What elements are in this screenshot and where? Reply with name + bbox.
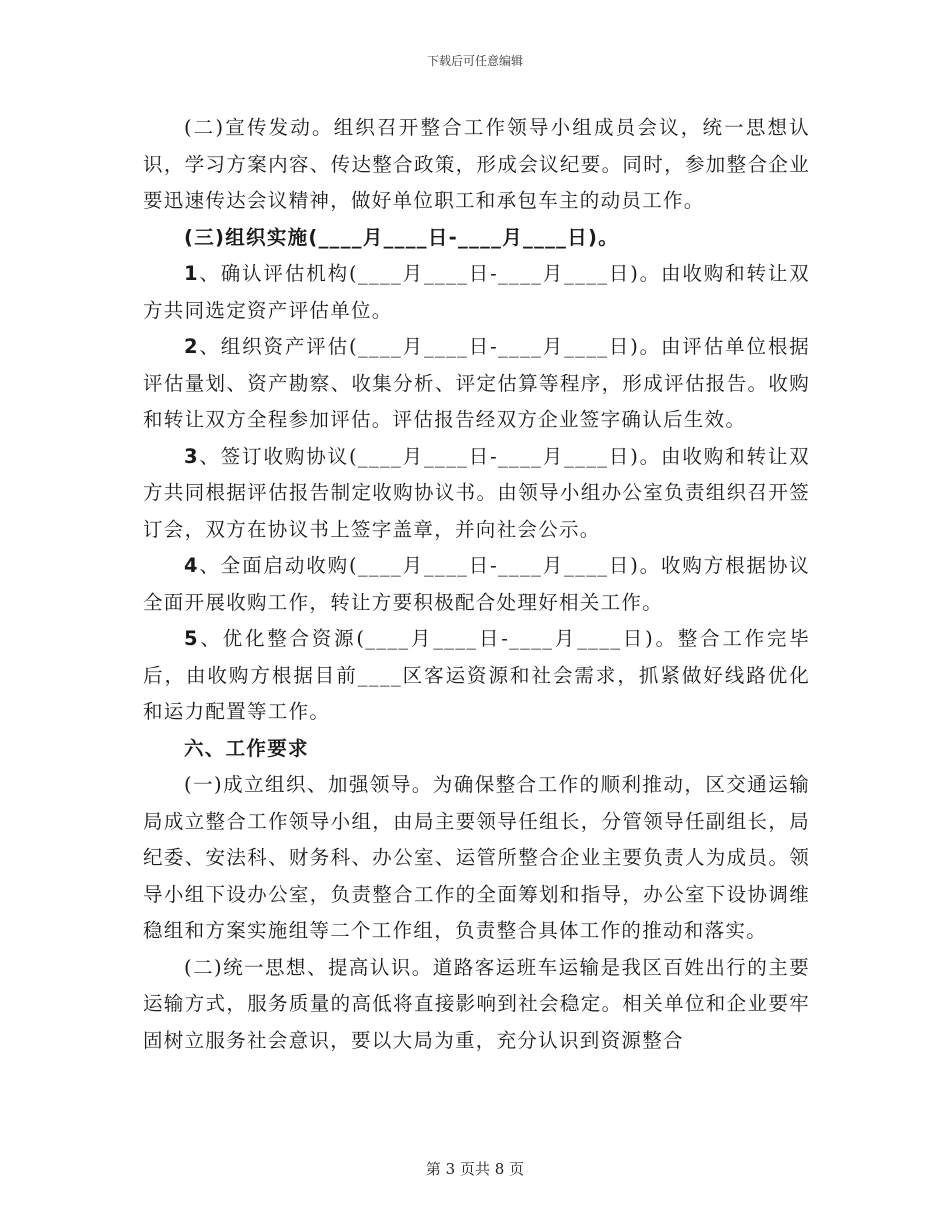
page-footer: 第 3 页共 8 页 xyxy=(425,1160,525,1178)
paragraph-step-1: 1、确认评估机构(____月____日-____月____日)。由收购和转让双方共同选定资产评估单位。 xyxy=(143,262,810,322)
paragraph-organization: (一)成立组织、加强领导。为确保整合工作的顺利推动，区交通运输局成立整合工作领导小组，由局主要领导任组长，分管领导任副组长，局纪委、安法科、财务科、办公室、运管所整合企业主要负责人为成员。领导小组下设办公室，负责整合工作的全面筹划和指导，办公室下设协调维稳组和方案实施组等二个工作组，负责整合具体工作的推动和落实。 xyxy=(143,773,810,942)
step-number: 2 xyxy=(184,335,199,358)
paragraph-unify-thinking: (二)统一思想、提高认识。道路客运班车运输是我区百姓出行的主要运输方式，服务质量的高低将直接影响到社会稳定。相关单位和企业要牢固树立服务社会意识，要以大局为重，充分认识到资源整合 xyxy=(143,955,810,1052)
paragraph-publicity: (二)宣传发动。组织召开整合工作领导小组成员会议，统一思想认识，学习方案内容、传达整合政策，形成会议纪要。同时，参加整合企业要迅速传达会议精神，做好单位职工和承包车主的动员工作。 xyxy=(143,116,810,212)
heading-implementation: (三)组织实施(____月____日-____月____日)。 xyxy=(184,225,620,249)
step-number: 3 xyxy=(184,444,199,468)
paragraph-step-3: 3、签订收购协议(____月____日-____月____日)。由收购和转让双方共同根据评估报告制定收购协议书。由领导小组办公室负责组织召开签订会，双方在协议书上签字盖章，并向社会公示。 xyxy=(143,444,810,541)
document-body xyxy=(143,110,810,1059)
page-header: 下载后可任意编辑 xyxy=(426,54,523,68)
paragraph-step-5: 5、优化整合资源(____月____日-____月____日)。整合工作完毕后，由收购方根据目前____区客运资源和社会需求，抓紧做好线路优化和运力配置等工作。 xyxy=(143,627,810,723)
paragraph-step-4: 4、全面启动收购(____月____日-____月____日)。收购方根据协议全面开展收购工作，转让方要积极配合处理好相关工作。 xyxy=(143,554,810,614)
step-number: 5 xyxy=(184,627,199,650)
step-number: 1 xyxy=(184,262,199,285)
paragraph-step-2: 2、组织资产评估(____月____日-____月____日)。由评估单位根据评估量划、资产勘察、收集分析、评定估算等程序，形成评估报告。收购和转让双方全程参加评估。评估报告经双方企业签字确认后生效。 xyxy=(143,335,810,431)
heading-work-requirements: 六、工作要求 xyxy=(184,736,309,760)
step-number: 4 xyxy=(184,554,199,577)
